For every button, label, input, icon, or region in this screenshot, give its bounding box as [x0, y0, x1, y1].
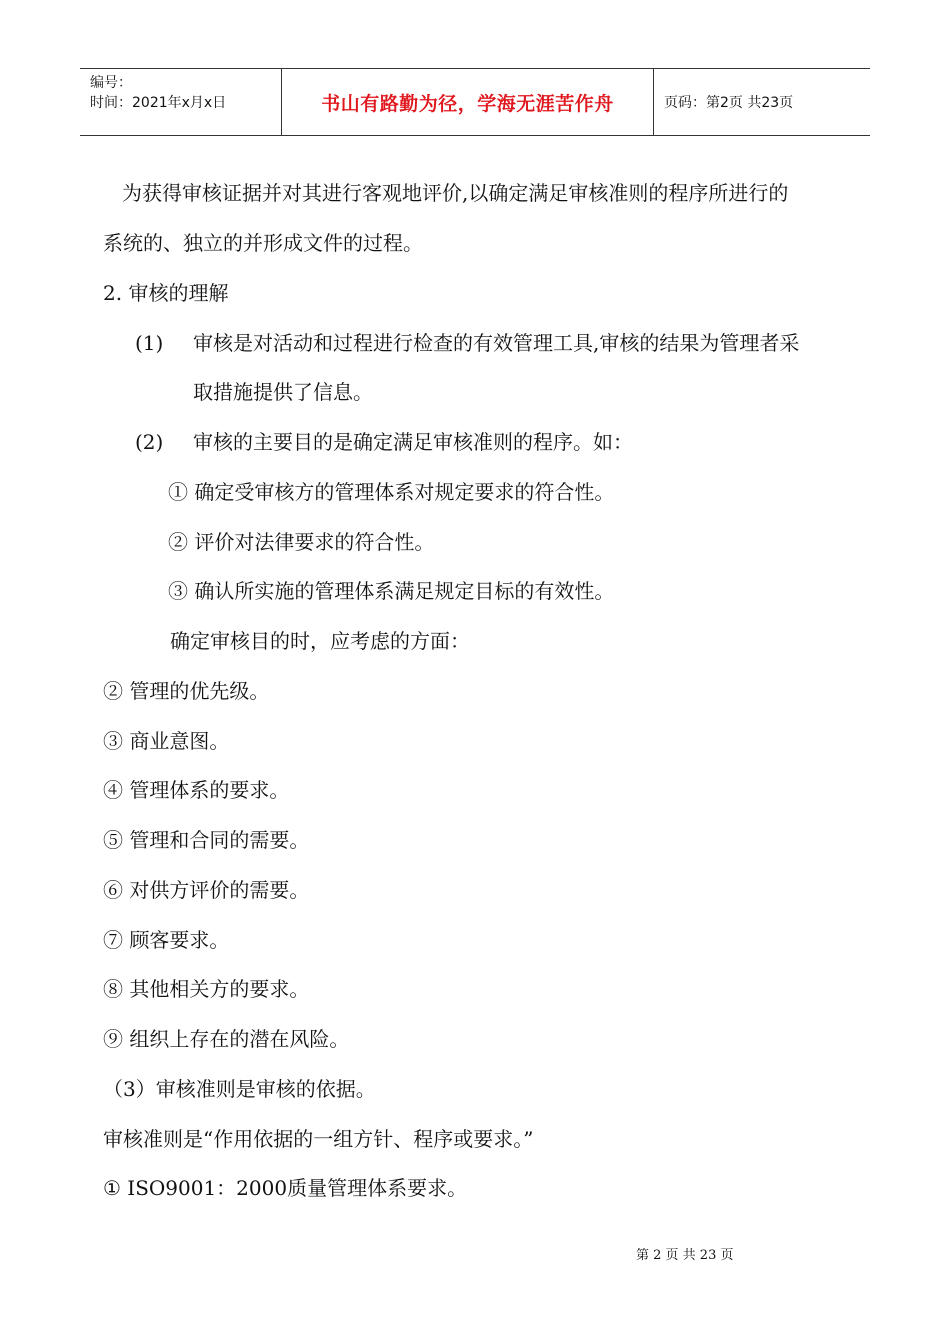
header-meta-cell	[80, 69, 282, 135]
item-3: （3）审核准则是审核的依据。	[103, 1077, 376, 1101]
sub-item-1: ① 确定受审核方的管理体系对规定要求的符合性。	[168, 480, 615, 504]
aspect-item: ⑦ 顾客要求。	[103, 928, 230, 952]
criteria-definition: 审核准则是“作用依据的一组方针、程序或要求。”	[103, 1127, 534, 1151]
paragraph-1-line-1: 为获得审核证据并对其进行客观地评价,以确定满足审核准则的程序所进行的	[122, 181, 789, 205]
aspect-item: ④ 管理体系的要求。	[103, 778, 290, 802]
aspect-item: ⑥ 对供方评价的需要。	[103, 878, 310, 902]
aspect-item: ② 管理的优先级。	[103, 679, 270, 703]
footer-page-number: 第 2 页 共 23 页	[636, 1248, 734, 1263]
aspects-title: 确定审核目的时，应考虑的方面：	[170, 629, 470, 653]
item-1-line-2: 取措施提供了信息。	[193, 380, 373, 404]
section-2-heading: 2. 审核的理解	[103, 281, 229, 305]
sub-item-3: ③ 确认所实施的管理体系满足规定目标的有效性。	[168, 579, 615, 603]
aspect-item: ⑧ 其他相关方的要求。	[103, 977, 310, 1001]
item-2-line-1: 审核的主要目的是确定满足审核准则的程序。如：	[193, 430, 633, 454]
item-1-marker: (1)	[135, 331, 164, 355]
header-page-info: 页码：第2页 共23页	[664, 95, 794, 111]
item-2-marker: (2)	[135, 430, 164, 454]
item-1-line-1: 审核是对活动和过程进行检查的有效管理工具,审核的结果为管理者采	[193, 331, 800, 355]
aspect-item: ③ 商业意图。	[103, 729, 230, 753]
header-date-label: 时间：2021年x月x日	[90, 95, 227, 111]
header-motto: 书山有路勤为径，学海无涯苦作舟	[282, 69, 654, 135]
aspect-item: ⑤ 管理和合同的需要。	[103, 828, 310, 852]
header-number-label: 编号：	[90, 75, 132, 91]
document-header	[80, 68, 870, 136]
sub-item-2: ② 评价对法律要求的符合性。	[168, 530, 435, 554]
criteria-item-1: ① ISO9001：2000质量管理体系要求。	[103, 1176, 468, 1200]
aspect-item: ⑨ 组织上存在的潜在风险。	[103, 1027, 350, 1051]
paragraph-1-line-2: 系统的、独立的并形成文件的过程。	[103, 231, 423, 255]
